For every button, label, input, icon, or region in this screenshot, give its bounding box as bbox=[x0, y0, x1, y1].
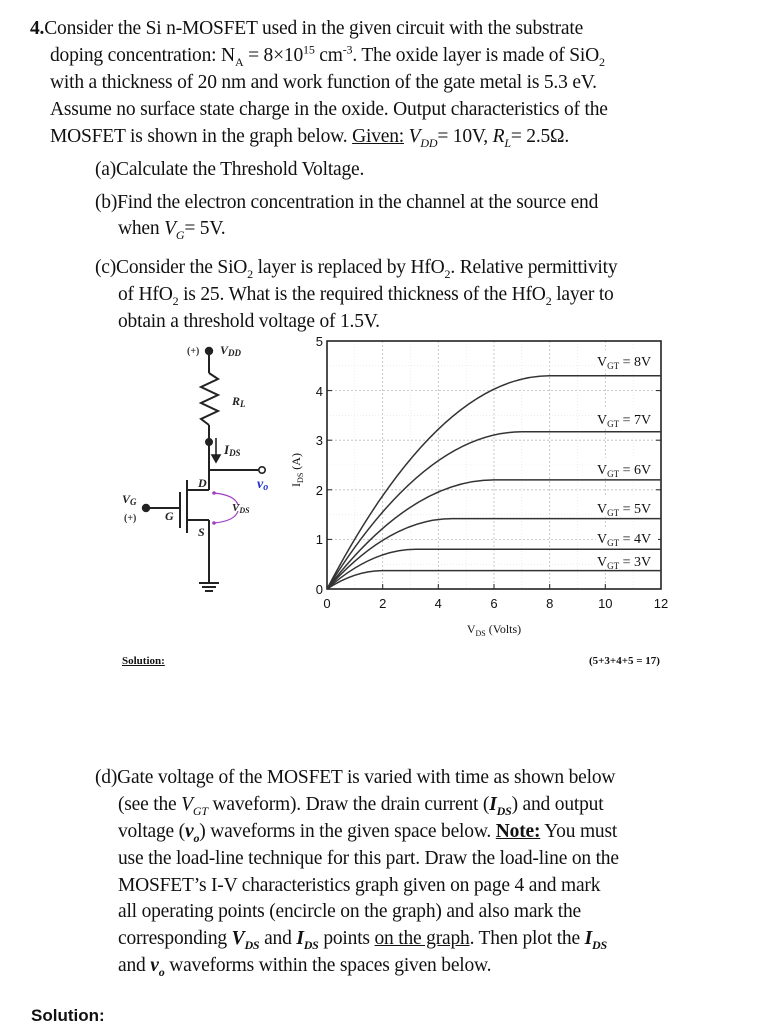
part-a: (a)Calculate the Threshold Voltage. bbox=[95, 159, 365, 180]
iv-characteristics-chart bbox=[270, 330, 690, 650]
svg-text:4: 4 bbox=[434, 596, 442, 611]
question-number: 4. bbox=[30, 18, 45, 39]
question-line-3: with a thickness of 20 nm and work function of the gate metal is 5.3 eV. bbox=[50, 72, 597, 93]
part-d-line-1: (d)Gate voltage of the MOSFET is varied with time as shown below bbox=[95, 767, 616, 788]
x-axis-title: $V_{DS}$ (Volts) bbox=[466, 622, 522, 638]
label-vgt-8v: $V_{GT} = 8V$ bbox=[597, 355, 652, 371]
part-d-line-2: (see the $V_{GT}$ waveform). Draw the drain current $(I_{DS})$ and output bbox=[118, 794, 604, 818]
svg-text:3: 3 bbox=[315, 433, 323, 448]
points-label: (5+3+4+5 = 17) bbox=[589, 655, 660, 667]
svg-text:6: 6 bbox=[490, 596, 498, 611]
load-resistor-icon bbox=[201, 373, 218, 425]
svg-text:S: S bbox=[198, 525, 205, 539]
svg-text:5: 5 bbox=[315, 334, 323, 349]
svg-text:10: 10 bbox=[598, 596, 613, 611]
svg-text:0: 0 bbox=[315, 582, 323, 597]
y-tick-labels bbox=[316, 334, 323, 597]
label-vgt-4v: $V_{GT} = 4V$ bbox=[597, 532, 652, 548]
part-b-line-2: when $V_G= 5V$. bbox=[118, 218, 226, 242]
svg-text:12: 12 bbox=[653, 596, 669, 611]
svg-text:2: 2 bbox=[379, 596, 387, 611]
question-line-4: Assume no surface state charge in the oxide. Output characteristics of the bbox=[50, 99, 608, 120]
note-label: Note: bbox=[495, 821, 541, 842]
svg-text:vo: vo bbox=[257, 477, 269, 493]
y-axis-title: $I_{DS}$ (A) bbox=[289, 453, 305, 487]
vo-terminal-icon bbox=[259, 467, 265, 473]
svg-text:IDS: IDS bbox=[224, 442, 241, 458]
solution-label: Solution: bbox=[122, 655, 165, 667]
given-label: Given: bbox=[352, 126, 404, 147]
part-c-line-1: (c)Consider the SiO$_2$ layer is replaced by HfO$_2$. Relative permittivity bbox=[95, 257, 618, 281]
label-vgt-7v: $V_{GT} = 7V$ bbox=[597, 413, 652, 429]
part-c-line-3: obtain a threshold voltage of 1.5V. bbox=[118, 311, 380, 332]
x-tick-labels bbox=[323, 596, 668, 611]
svg-text:4: 4 bbox=[315, 384, 323, 399]
svg-text:(+): (+) bbox=[124, 513, 137, 524]
vdd-polarity-label: (+) bbox=[187, 346, 200, 357]
part-d-line-3: voltage $(v_o)$ waveforms in the given space below. Note: You must bbox=[118, 821, 618, 845]
current-arrow-icon bbox=[212, 438, 220, 462]
svg-text:VDD: VDD bbox=[220, 343, 242, 358]
question-line-2: doping concentration: $N_A = 8\times 10^{15}$ $cm^{-3}$. The oxide layer is made of SiO$_2$ bbox=[50, 42, 605, 69]
label-vgt-5v: $V_{GT} = 5V$ bbox=[597, 502, 652, 518]
part-d-line-4: use the load-line technique for this part. Draw the load-line on the bbox=[118, 848, 619, 869]
svg-text:0: 0 bbox=[323, 596, 331, 611]
svg-text:G: G bbox=[165, 509, 174, 523]
svg-text:8: 8 bbox=[546, 596, 554, 611]
part-d-line-8: and $v_o$ waveforms within the spaces given below. bbox=[118, 955, 492, 979]
svg-text:D: D bbox=[198, 476, 207, 490]
label-vgt-3v: $V_{GT} = 3V$ bbox=[597, 555, 652, 571]
vg-terminal-dot bbox=[143, 505, 149, 511]
question-line-5: MOSFET is shown in the graph below. Given: $V_{DD}= 10V$, $R_L= 2.5\Omega$. bbox=[50, 126, 570, 150]
svg-text:VDS: VDS bbox=[232, 502, 250, 515]
question-line-1: 4.Consider the Si n-MOSFET used in the given circuit with the substrate bbox=[30, 18, 584, 39]
label-vgt-6v: $V_{GT} = 6V$ bbox=[597, 463, 652, 479]
part-c-line-2: of HfO$_2$ is 25. What is the required thickness of the HfO$_2$ layer to bbox=[118, 284, 614, 308]
part-b-line-1: (b)Find the electron concentration in the channel at the source end bbox=[95, 192, 599, 213]
svg-text:VG: VG bbox=[122, 492, 137, 507]
part-d-line-5: MOSFET’s I-V characteristics graph given on page 4 and mark bbox=[118, 875, 601, 896]
mosfet-circuit-diagram bbox=[110, 335, 290, 600]
svg-text:2: 2 bbox=[315, 483, 323, 498]
part-d-line-6: all operating points (encircle on the graph) and also mark the bbox=[118, 901, 582, 922]
svg-text:RL: RL bbox=[232, 394, 246, 409]
svg-text:1: 1 bbox=[315, 532, 323, 547]
part-d-line-7: corresponding $V_{DS}$ and $I_{DS}$ points on the graph. Then plot the $I_{DS}$ bbox=[118, 928, 607, 952]
solution-footer-label: Solution: bbox=[31, 1006, 105, 1025]
